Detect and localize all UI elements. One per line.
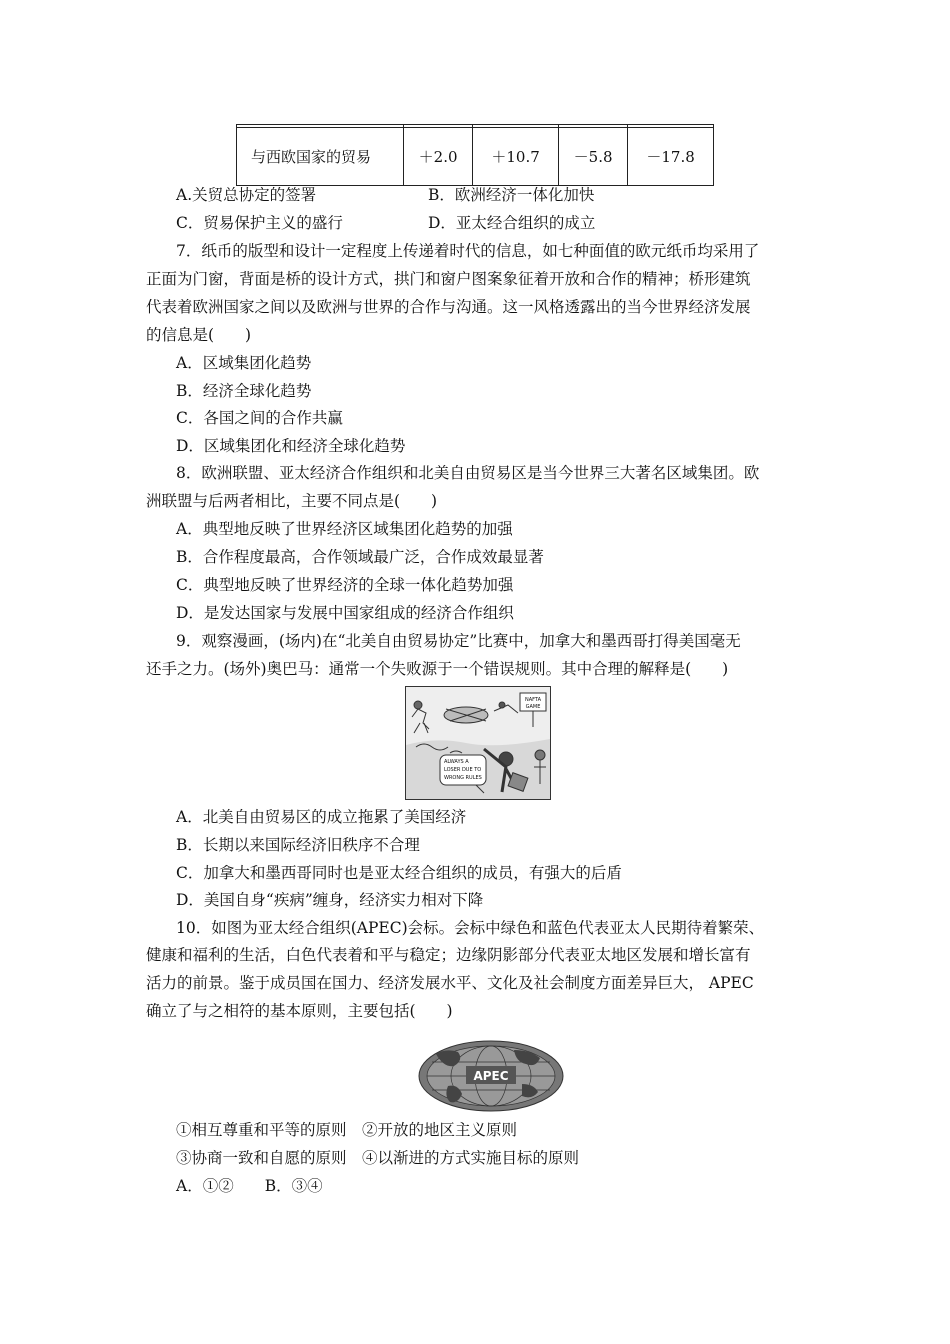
- q7-option-d: D．区域集团化和经济全球化趋势: [176, 437, 406, 455]
- q10-stem-line-2: 健康和福利的生活，白色代表着和平与稳定；边缘阴影部分代表亚太地区发展和增长富有: [146, 946, 751, 964]
- q6-option-d: D．亚太经合组织的成立: [428, 214, 596, 232]
- apec-globe-drawing: [418, 1040, 564, 1112]
- q8-option-b: B．合作程度最高，合作领域最广泛，合作成效最显著: [176, 548, 544, 566]
- q10-statements-line-1: ①相互尊重和平等的原则 ②开放的地区主义原则: [176, 1121, 518, 1139]
- q10-stem-line-4: 确立了与之相符的基本原则，主要包括( ): [146, 1002, 453, 1020]
- q7-option-b: B．经济全球化趋势: [176, 382, 312, 400]
- q8-stem-line-2: 洲联盟与后两者相比，主要不同点是( ): [146, 492, 438, 510]
- q9-stem-line-2: 还手之力。(场外)奥巴马：通常一个失败源于一个错误规则。其中合理的解释是( ): [146, 660, 729, 678]
- nafta-cartoon-image: [405, 686, 551, 800]
- q9-option-b: B．长期以来国际经济旧秩序不合理: [176, 836, 420, 854]
- q10-statements-line-2: ③协商一致和自愿的原则 ④以渐进的方式实施目标的原则: [176, 1149, 580, 1167]
- q7-option-c: C．各国之间的合作共赢: [176, 409, 343, 427]
- q7-stem-line-2: 正面为门窗，背面是桥的设计方式，拱门和窗户图案象征着开放和合作的精神；桥形建筑: [146, 270, 751, 288]
- cartoon-drawing: [406, 687, 550, 799]
- q7-stem-line-4: 的信息是( ): [146, 326, 252, 344]
- q8-option-d: D．是发达国家与发展中国家组成的经济合作组织: [176, 604, 514, 622]
- apec-logo-image: [418, 1040, 564, 1112]
- table-cell: －5.8: [558, 127, 627, 185]
- q6-option-c: C．贸易保护主义的盛行: [176, 214, 343, 232]
- q8-option-c: C．典型地反映了世界经济的全球一体化趋势加强: [176, 576, 514, 594]
- table-cell: ＋2.0: [404, 127, 473, 185]
- q8-option-a: A．典型地反映了世界经济区域集团化趋势的加强: [176, 520, 513, 538]
- cartoon-sign-line-2: GAME: [525, 704, 541, 710]
- q10-stem-line-1: 10．如图为亚太经合组织(APEC)会标。会标中绿色和蓝色代表亚太人民期待着繁荣、: [176, 919, 765, 937]
- q7-option-a: A．区域集团化趋势: [176, 354, 312, 372]
- q10-options-line: A．①② B．③④: [176, 1177, 323, 1195]
- cartoon-bubble-line-3: WRONG RULES: [444, 775, 482, 781]
- q9-stem-line-1: 9．观察漫画，(场内)在“北美自由贸易协定”比赛中，加拿大和墨西哥打得美国毫无: [176, 632, 741, 650]
- table-cell: ＋10.7: [473, 127, 559, 185]
- q6-option-a: A.关贸总协定的签署: [176, 186, 317, 204]
- q7-stem-line-3: 代表着欧洲国家之间以及欧洲与世界的合作与沟通。这一风格透露出的当今世界经济发展: [146, 298, 751, 316]
- cartoon-bubble-line-1: ALWAYS A: [444, 759, 469, 765]
- q8-stem-line-1: 8．欧洲联盟、亚太经济合作组织和北美自由贸易区是当今世界三大著名区域集团。欧: [176, 464, 760, 482]
- table-cell: －17.8: [628, 127, 714, 185]
- table-row: [237, 127, 714, 185]
- table-cell-label: 与西欧国家的贸易: [237, 127, 404, 185]
- apec-logo-text: APEC: [473, 1069, 509, 1083]
- q9-option-d: D．美国自身“疾病”缠身，经济实力相对下降: [176, 891, 484, 909]
- q9-option-c: C．加拿大和墨西哥同时也是亚太经合组织的成员，有强大的后盾: [176, 864, 622, 882]
- q9-option-a: A．北美自由贸易区的成立拖累了美国经济: [176, 808, 467, 826]
- cartoon-bubble-line-2: LOSER DUE TO: [444, 767, 482, 773]
- q10-stem-line-3: 活力的前景。鉴于成员国在国力、经济发展水平、文化及社会制度方面差异巨大， APEC: [146, 974, 754, 992]
- cartoon-sign-line-1: NAFTA: [524, 697, 542, 703]
- trade-table: [236, 124, 714, 186]
- q7-stem-line-1: 7．纸币的版型和设计一定程度上传递着时代的信息，如七种面值的欧元纸币均采用了: [176, 242, 760, 260]
- q6-option-b: B．欧洲经济一体化加快: [428, 186, 595, 204]
